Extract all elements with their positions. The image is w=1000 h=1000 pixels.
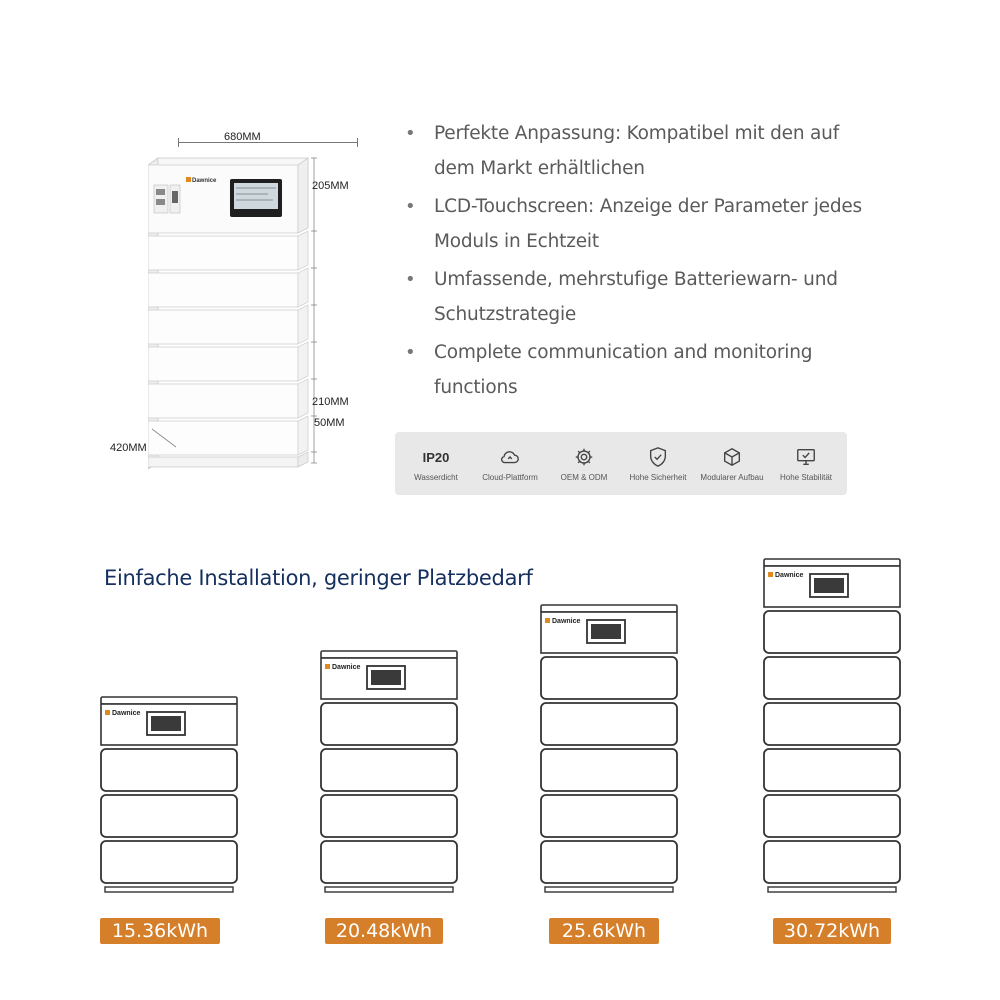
battery-unit: [539, 603, 679, 895]
width-label: 680MM: [224, 131, 261, 143]
icon-cell-oem: [547, 446, 621, 482]
icon-label: Wasserdicht: [414, 472, 458, 482]
battery-unit: [99, 695, 239, 895]
icon-cell-cloud: [473, 446, 547, 482]
module-height-label: 210MM: [312, 396, 349, 408]
unit-display-screen: [151, 716, 181, 731]
battery-module: [541, 749, 677, 791]
brand-logo-text: Dawnice: [332, 664, 361, 671]
feature-item: • LCD-Touchscreen: Anzeige der Parameter jedes Moduls in Echtzeit: [405, 189, 875, 259]
width-dimension-line: [178, 142, 358, 143]
battery-module: [321, 749, 457, 791]
shield-check-icon: [647, 446, 669, 468]
capacity-badge: 30.72kWh: [773, 918, 891, 944]
battery-module: [541, 703, 677, 745]
battery-module: [764, 795, 900, 837]
unit-base: [545, 887, 673, 892]
capacity-badge: 20.48kWh: [325, 918, 443, 944]
brand-logo-mark: [325, 664, 330, 669]
icon-label: OEM & ODM: [560, 472, 608, 482]
unit-base: [768, 887, 896, 892]
capacity-badge: 15.36kWh: [100, 918, 220, 944]
icon-label: Hohe Stabilität: [779, 472, 833, 482]
unit-display-screen: [371, 670, 401, 685]
icon-label: Hohe Sicherheit: [629, 472, 687, 482]
width-tick-right: [357, 138, 358, 147]
brand-logo-text: Dawnice: [112, 710, 141, 717]
installation-heading: Einfache Installation, geringer Platzbedarf: [104, 566, 533, 590]
icon-label: Cloud-Plattform: [482, 472, 538, 482]
icon-label: Modularer Aufbau: [700, 472, 764, 482]
battery-module: [321, 703, 457, 745]
brand-logo-text: Dawnice: [552, 618, 581, 625]
base-height-label: 50MM: [314, 417, 345, 429]
brand-logo-text: Dawnice: [775, 572, 804, 579]
battery-module: [541, 657, 677, 699]
unit-lid: [764, 559, 900, 566]
battery-unit: [762, 557, 902, 895]
battery-module: [101, 795, 237, 837]
capacity-badge: 25.6kWh: [549, 918, 659, 944]
unit-base: [325, 887, 453, 892]
unit-display-screen: [814, 578, 844, 593]
battery-module: [764, 749, 900, 791]
brand-logo-mark: [545, 618, 550, 623]
battery-module: [764, 657, 900, 699]
cube-icon: [721, 446, 743, 468]
cloud-icon: [499, 446, 521, 468]
product-illustration: [100, 125, 370, 465]
unit-lid: [321, 651, 457, 658]
icon-cell-security: [621, 446, 695, 482]
battery-module: [764, 611, 900, 653]
unit-base: [105, 887, 233, 892]
top-height-label: 205MM: [312, 180, 349, 192]
battery-module: [321, 795, 457, 837]
battery-module: [321, 841, 457, 883]
feature-item: • Umfassende, mehrstufige Batteriewarn- und Schutzstrategie: [405, 262, 875, 332]
battery-unit: [319, 649, 459, 895]
width-tick-left: [178, 138, 179, 147]
ip20-icon: IP20: [422, 449, 450, 465]
unit-display-screen: [591, 624, 621, 639]
icon-cell-modular: [695, 446, 769, 482]
unit-lid: [101, 697, 237, 704]
brand-logo-mark: [768, 572, 773, 577]
depth-label: 420MM: [110, 442, 147, 454]
monitor-check-icon: [795, 446, 817, 468]
brand-logo-mark: [105, 710, 110, 715]
battery-module: [541, 841, 677, 883]
svg-text:Dawnice: Dawnice: [192, 178, 217, 184]
battery-module: [764, 703, 900, 745]
feature-item: • Complete communication and monitoring functions: [405, 335, 875, 405]
battery-module: [101, 749, 237, 791]
feature-list: [405, 116, 875, 408]
depth-dimension-marker: [150, 427, 180, 451]
icon-cell-stability: [769, 446, 843, 482]
battery-module: [101, 841, 237, 883]
icon-cell-waterproof: [399, 446, 473, 482]
battery-module: [541, 795, 677, 837]
feature-icon-bar: [395, 432, 847, 495]
gear-icon: [573, 446, 595, 468]
battery-module: [764, 841, 900, 883]
feature-item: • Perfekte Anpassung: Kompatibel mit den auf dem Markt erhältlichen: [405, 116, 875, 186]
unit-lid: [541, 605, 677, 612]
